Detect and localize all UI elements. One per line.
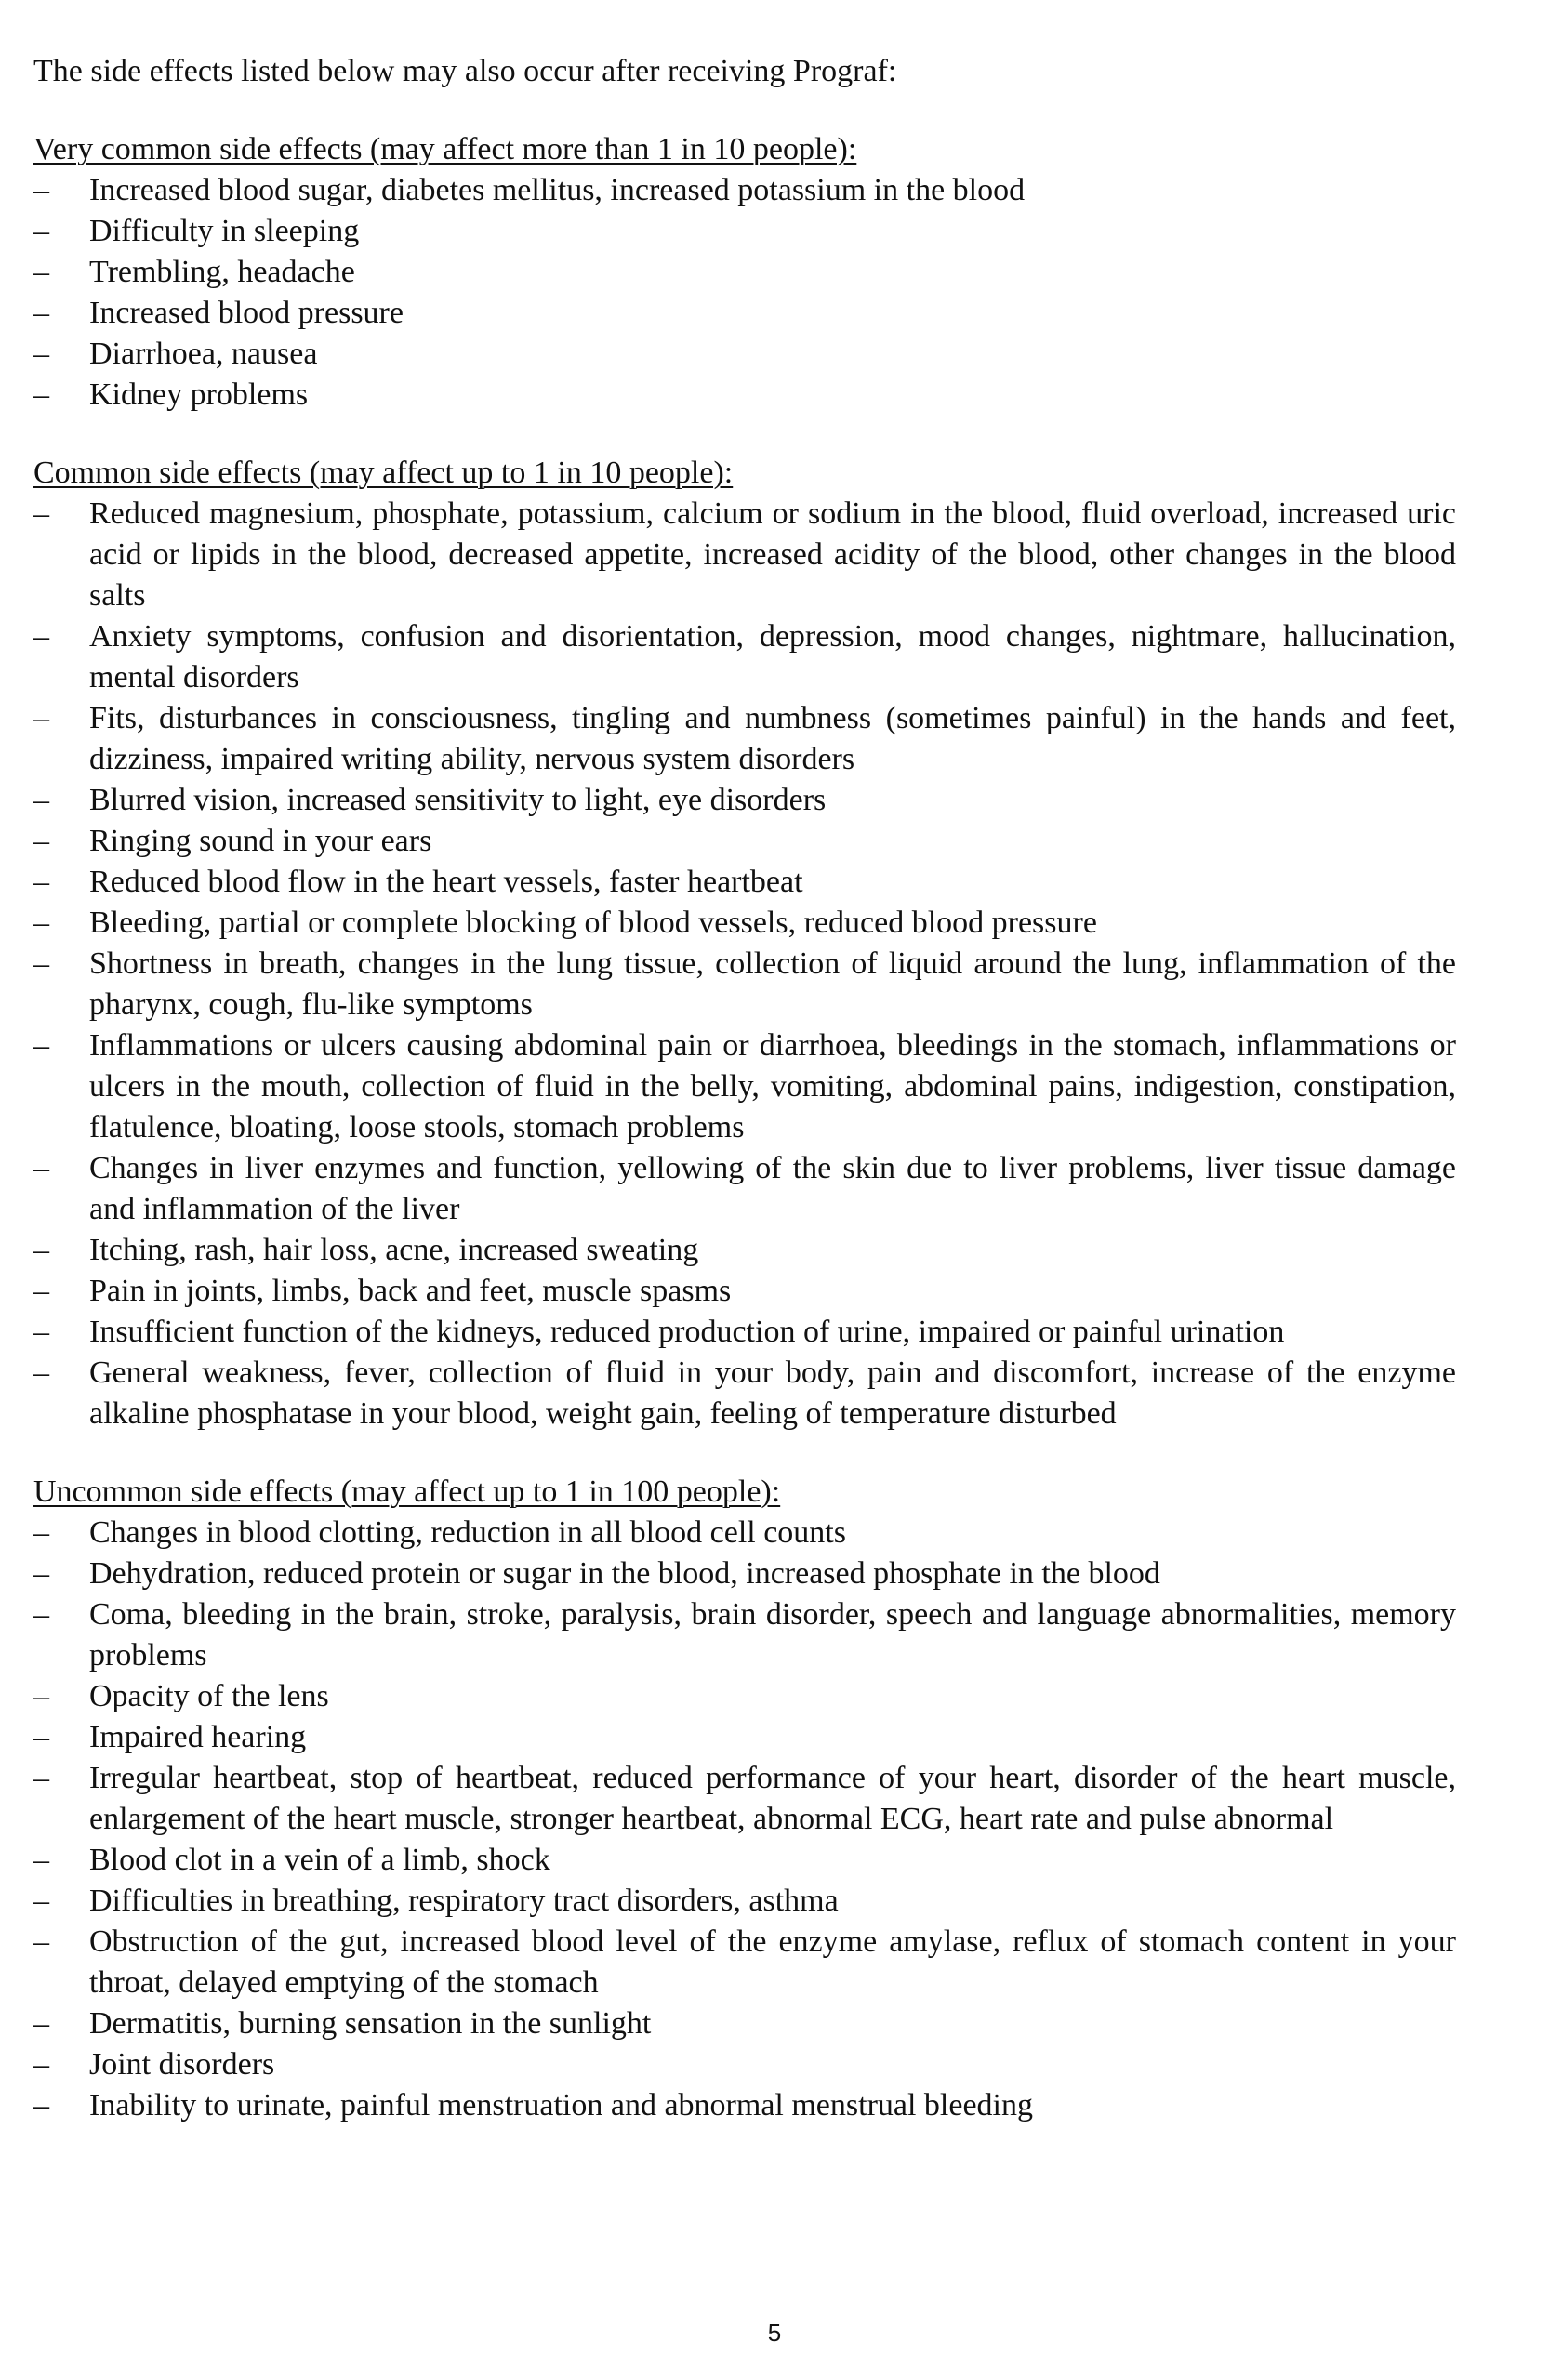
bullet-dash: –: [33, 214, 49, 248]
list-item-text: Reduced blood flow in the heart vessels, faster heartbeat: [89, 865, 803, 899]
list-item-text: Increased blood sugar, diabetes mellitus, increased potassium in the blood: [89, 173, 1026, 207]
list-item-text: Blood clot in a vein of a limb, shock: [89, 1843, 550, 1877]
section-very-common: [33, 129, 1456, 416]
bullet-dash: –: [33, 2088, 49, 2122]
list-item-text: Changes in blood clotting, reduction in all blood cell counts: [89, 1515, 846, 1550]
list-item-text: Shortness in breath, changes in the lung tissue, collection of liquid around the lung, inflammation of the pharynx, cough, flu-like symptoms: [89, 946, 1456, 1022]
list-item-text: Dermatitis, burning sensation in the sunlight: [89, 2006, 652, 2041]
bullet-dash: –: [33, 1761, 49, 1795]
list-item-text: Changes in liver enzymes and function, yellowing of the skin due to liver problems, liver tissue damage and inflammation of the liver: [89, 1151, 1456, 1226]
bullet-dash: –: [33, 824, 49, 858]
bullet-dash: –: [33, 296, 49, 330]
list-item-text: Itching, rash, hair loss, acne, increased sweating: [89, 1233, 699, 1267]
list-item-text: Inflammations or ulcers causing abdominal pain or diarrhoea, bleedings in the stomach, inflammations or ulcers in the mouth, collection of fluid in the belly, vomiting, abdominal pains, indigestion, constipation, flatulence, bloating, loose stools, stomach problems: [89, 1028, 1456, 1144]
list-item-text: Impaired hearing: [89, 1720, 307, 1754]
side-effect-list: [33, 494, 1456, 1435]
bullet-dash: –: [33, 1515, 49, 1550]
list-item: [33, 698, 1456, 780]
bullet-dash: –: [33, 337, 49, 371]
list-item: [33, 1148, 1456, 1230]
list-item-text: Insufficient function of the kidneys, reduced production of urine, impaired or painful urination: [89, 1315, 1285, 1349]
list-item: [33, 334, 1456, 375]
list-item: [33, 1271, 1456, 1312]
list-item: [33, 780, 1456, 821]
bullet-dash: –: [33, 377, 49, 412]
list-item: [33, 1881, 1456, 1922]
bullet-dash: –: [33, 1720, 49, 1754]
list-item-text: Bleeding, partial or complete blocking of blood vessels, reduced blood pressure: [89, 906, 1097, 940]
bullet-dash: –: [33, 1151, 49, 1185]
list-item-text: Diarrhoea, nausea: [89, 337, 318, 371]
bullet-dash: –: [33, 619, 49, 654]
bullet-dash: –: [33, 701, 49, 735]
list-item-text: Blurred vision, increased sensitivity to light, eye disorders: [89, 783, 827, 817]
bullet-dash: –: [33, 1597, 49, 1632]
bullet-dash: –: [33, 1355, 49, 1390]
list-item-text: Anxiety symptoms, confusion and disorientation, depression, mood changes, nightmare, hallucination, mental disorders: [89, 619, 1456, 694]
list-item-text: Dehydration, reduced protein or sugar in the blood, increased phosphate in the blood: [89, 1556, 1160, 1591]
page-number: 5: [767, 2319, 782, 2347]
bullet-dash: –: [33, 2006, 49, 2041]
side-effect-list: [33, 170, 1456, 416]
list-item-text: Ringing sound in your ears: [89, 824, 432, 858]
list-item: [33, 1594, 1456, 1676]
list-item: [33, 2044, 1456, 2085]
list-item-text: Inability to urinate, painful menstruation and abnormal menstrual bleeding: [89, 2088, 1034, 2122]
list-item: [33, 2085, 1456, 2126]
list-item: [33, 616, 1456, 698]
list-item: [33, 1676, 1456, 1717]
list-item: [33, 1312, 1456, 1353]
bullet-dash: –: [33, 1843, 49, 1877]
bullet-dash: –: [33, 1884, 49, 1918]
list-item: [33, 1717, 1456, 1758]
list-item-text: Difficulty in sleeping: [89, 214, 360, 248]
bullet-dash: –: [33, 1233, 49, 1267]
list-item-text: Irregular heartbeat, stop of heartbeat, reduced performance of your heart, disorder of the heart muscle, enlargement of the heart muscle, stronger heartbeat, abnormal ECG, heart rate and pulse abnormal: [89, 1761, 1456, 1836]
list-item: [33, 170, 1456, 211]
bullet-dash: –: [33, 1315, 49, 1349]
bullet-dash: –: [33, 946, 49, 981]
list-item: [33, 1513, 1456, 1554]
list-item-text: Kidney problems: [89, 377, 309, 412]
bullet-dash: –: [33, 783, 49, 817]
list-item-text: General weakness, fever, collection of fluid in your body, pain and discomfort, increase of the enzyme alkaline phosphatase in your blood, weight gain, feeling of temperature disturbed: [89, 1355, 1456, 1431]
list-item-text: Reduced magnesium, phosphate, potassium, calcium or sodium in the blood, fluid overload, increased uric acid or lipids in the blood, decreased appetite, increased acidity of the blood, other changes in the blood salts: [89, 496, 1456, 613]
list-item: [33, 2003, 1456, 2044]
intro-text: The side effects listed below may also occur after receiving Prograf:: [33, 54, 897, 88]
bullet-dash: –: [33, 1028, 49, 1063]
section-heading: Uncommon side effects (may affect up to 1 in 100 people):: [33, 1474, 781, 1509]
list-item: [33, 903, 1456, 944]
list-item-text: Increased blood pressure: [89, 296, 404, 330]
list-item-text: Coma, bleeding in the brain, stroke, paralysis, brain disorder, speech and language abnormalities, memory problems: [89, 1597, 1456, 1673]
list-item: [33, 1840, 1456, 1881]
document-page: [33, 51, 1456, 2163]
list-item: [33, 862, 1456, 903]
side-effect-list: [33, 1513, 1456, 2126]
bullet-dash: –: [33, 496, 49, 531]
section-common: [33, 453, 1456, 1435]
list-item: [33, 1758, 1456, 1840]
list-item: [33, 944, 1456, 1025]
bullet-dash: –: [33, 2047, 49, 2082]
list-item: [33, 1353, 1456, 1435]
list-item-text: Trembling, headache: [89, 255, 355, 289]
list-item-text: Opacity of the lens: [89, 1679, 329, 1713]
section-heading: Common side effects (may affect up to 1 in 10 people):: [33, 456, 734, 490]
list-item: [33, 1922, 1456, 2003]
list-item: [33, 1230, 1456, 1271]
list-item: [33, 293, 1456, 334]
list-item-text: Fits, disturbances in consciousness, tingling and numbness (sometimes painful) in the hands and feet, dizziness, impaired writing ability, nervous system disorders: [89, 701, 1456, 776]
list-item: [33, 821, 1456, 862]
list-item-text: Difficulties in breathing, respiratory tract disorders, asthma: [89, 1884, 839, 1918]
bullet-dash: –: [33, 906, 49, 940]
list-item: [33, 252, 1456, 293]
bullet-dash: –: [33, 1924, 49, 1959]
list-item: [33, 1554, 1456, 1594]
list-item-text: Pain in joints, limbs, back and feet, muscle spasms: [89, 1274, 732, 1308]
list-item: [33, 375, 1456, 416]
bullet-dash: –: [33, 1679, 49, 1713]
bullet-dash: –: [33, 255, 49, 289]
list-item: [33, 211, 1456, 252]
bullet-dash: –: [33, 173, 49, 207]
section-uncommon: [33, 1472, 1456, 2126]
bullet-dash: –: [33, 865, 49, 899]
section-heading: Very common side effects (may affect more than 1 in 10 people):: [33, 132, 857, 166]
list-item: [33, 494, 1456, 616]
bullet-dash: –: [33, 1556, 49, 1591]
list-item-text: Obstruction of the gut, increased blood level of the enzyme amylase, reflux of stomach content in your throat, delayed emptying of the stomach: [89, 1924, 1456, 2000]
list-item-text: Joint disorders: [89, 2047, 275, 2082]
list-item: [33, 1025, 1456, 1148]
bullet-dash: –: [33, 1274, 49, 1308]
